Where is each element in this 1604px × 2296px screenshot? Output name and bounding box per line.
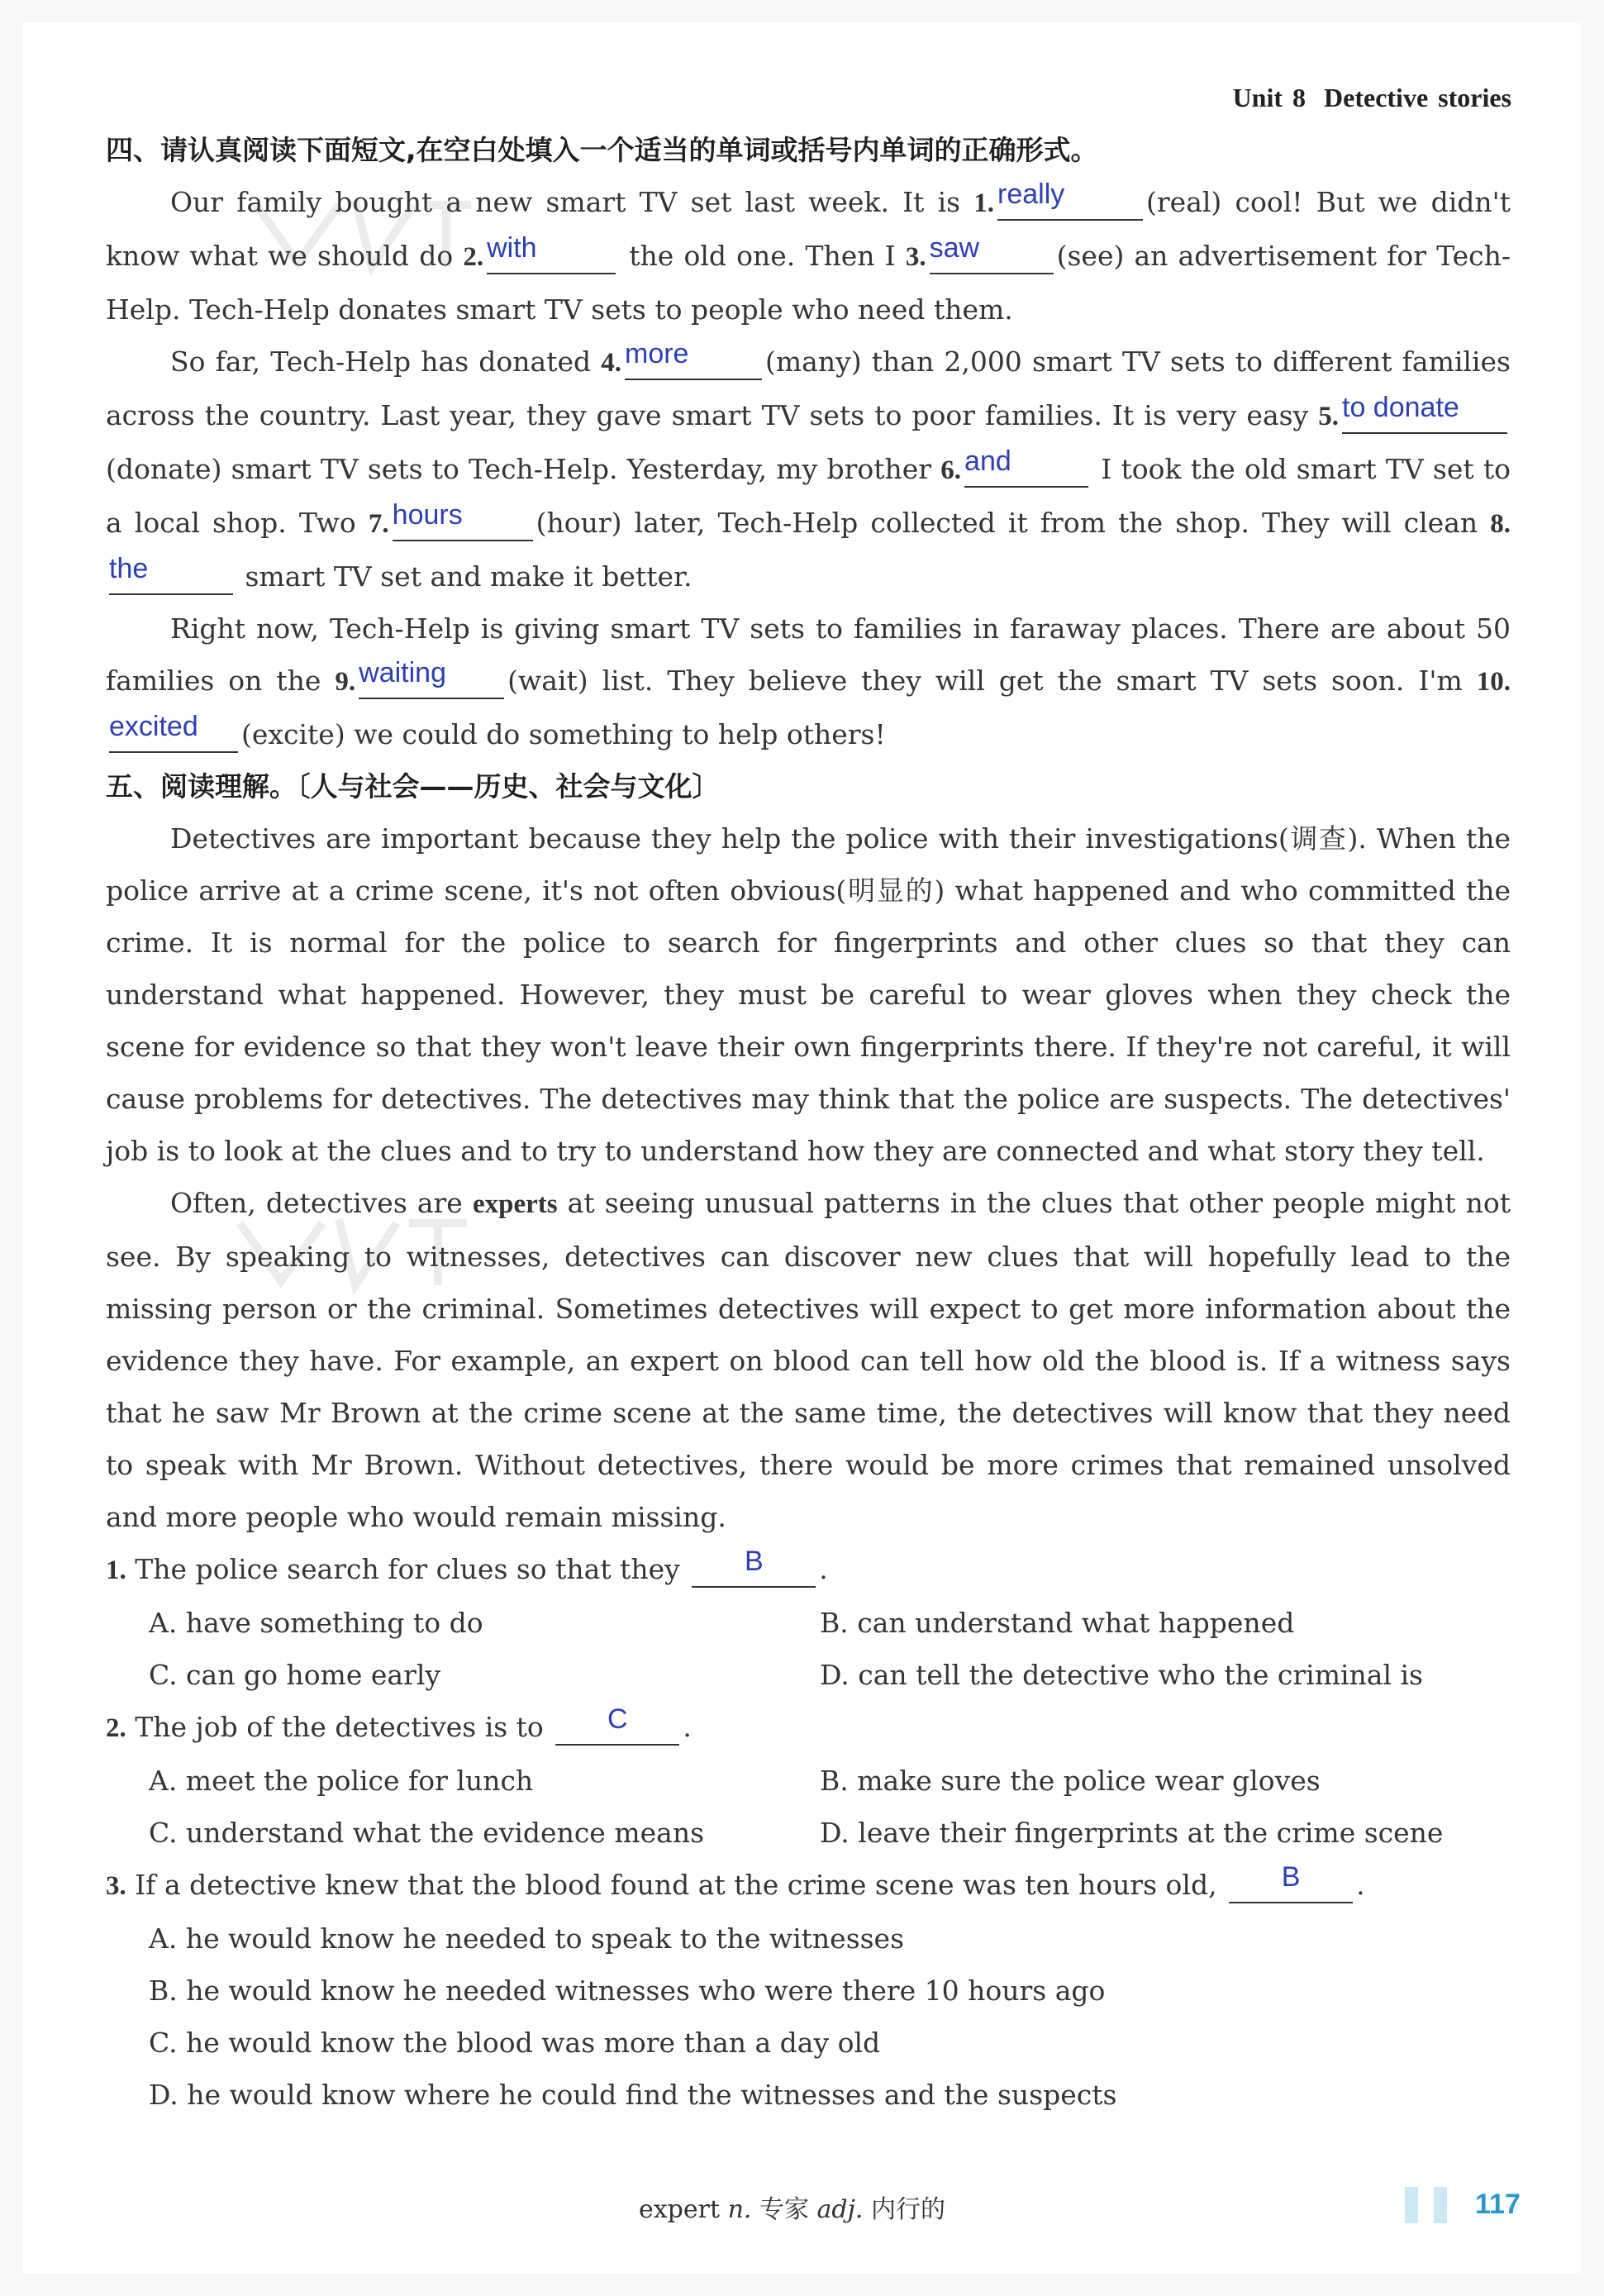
question-1-blank[interactable]: [692, 1546, 816, 1588]
blank-7[interactable]: [392, 499, 533, 541]
blank-5[interactable]: [1342, 392, 1507, 434]
worksheet-content: [106, 124, 1511, 2121]
blank-9[interactable]: [359, 657, 504, 699]
question-2-option-c[interactable]: C. understand what the evidence means: [149, 1817, 705, 1849]
question-1-option-b[interactable]: B. can understand what happened: [820, 1607, 1295, 1639]
question-1-option-a[interactable]: A. have something to do: [149, 1607, 483, 1639]
question-2-blank[interactable]: [555, 1703, 679, 1746]
question-2-option-b[interactable]: B. make sure the police wear gloves: [820, 1765, 1321, 1797]
footnote-meaning-adj: 内行的: [871, 2195, 946, 2224]
unit-number: Unit 8: [1232, 83, 1307, 112]
footnote-pos-noun: n.: [727, 2195, 752, 2224]
question-1: 1. The police search for clues so that they B . A. have something to do B. can understand what happened C. can go home early D. can tell the detective who the criminal is: [106, 1543, 1511, 1701]
answer-8: the: [109, 553, 149, 584]
answer-2: with: [487, 232, 537, 264]
answer-7: hours: [392, 499, 463, 531]
question-2-stem: The job of the detectives is to: [135, 1711, 544, 1743]
question-2-option-a[interactable]: A. meet the police for lunch: [149, 1765, 534, 1797]
answer-1: really: [997, 179, 1065, 210]
reading-paragraph-1: Detectives are important because they help the police with their investigations(调查). When the police arrive at a crime scene, it's not often obvious(明显的) what happened and who committed the crime. It is normal for the police to search for fingerprints and other clues so that they can understand what happened. However, they must be careful to wear gloves when they check the scene for evidence so that they won't leave their own fingerprints there. If they're not careful, it will cause problems for detectives. The detectives may think that the police are suspects. The detectives' job is to look at the clues and to try to understand how they are connected and what story they tell.: [106, 822, 1511, 1167]
blank-6[interactable]: [964, 445, 1088, 488]
footnote-meaning-noun: 专家: [759, 2195, 809, 2224]
section5-heading: 五、阅读理解。〔人与社会——历史、社会与文化〕: [106, 770, 720, 803]
blank-3[interactable]: [929, 232, 1054, 274]
question-1-stem: The police search for clues so that they: [135, 1553, 680, 1585]
answer-6: and: [964, 445, 1011, 477]
blank-1[interactable]: [997, 179, 1143, 221]
answer-5: to donate: [1342, 392, 1459, 423]
footnote-word: expert: [639, 2195, 721, 2224]
question-1-option-c[interactable]: C. can go home early: [149, 1659, 441, 1691]
answer-4: more: [625, 338, 689, 369]
question-2-answer: C: [607, 1703, 628, 1735]
page-tab-bar-2: [1434, 2187, 1447, 2223]
question-2-option-d[interactable]: D. leave their fingerprints at the crime scene: [820, 1817, 1444, 1849]
question-2: 2. The job of the detectives is to C . A. meet the police for lunch B. make sure the police wear gloves C. understand what the evidence means D. leave their fingerprints at the crime scene: [106, 1701, 1511, 1859]
cloze-paragraph-1: Our family bought a new smart TV set last week. It is 1. really (real) cool! But we didn't know what we should do 2. with the old one. Then I 3. saw (see) an advertisement for Tech-Help. Tech-Help donates smart TV sets to people who need them.: [106, 179, 1511, 326]
blank-8[interactable]: [109, 553, 233, 595]
question-3-option-a[interactable]: A. he would know he needed to speak to the witnesses: [149, 1922, 905, 1955]
question-3-option-d[interactable]: D. he would know where he could find the witnesses and the suspects: [149, 2079, 1117, 2111]
answer-9: waiting: [359, 657, 446, 688]
blank-4[interactable]: [625, 338, 762, 380]
question-1-option-d[interactable]: D. can tell the detective who the criminal is: [820, 1659, 1423, 1691]
section4-heading: 四、请认真阅读下面短文,在空白处填入一个适当的单词或括号内单词的正确形式。: [106, 134, 1098, 166]
question-3: 3. If a detective knew that the blood found at the crime scene was ten hours old, B . A. he would know he needed to speak to the witnesses B. he would know he needed witnesses who were there 10 hours ago C. he would know the blood was more than a day old D. he would know where he could find the witnesses and the suspects: [106, 1859, 1511, 2121]
page-number: 117: [1475, 2189, 1521, 2220]
vocabulary-footnote: [639, 2189, 945, 2225]
footnote-pos-adj: adj.: [816, 2195, 864, 2224]
blank-2[interactable]: [487, 232, 616, 274]
question-3-option-b[interactable]: B. he would know he needed witnesses who were there 10 hours ago: [149, 1974, 1106, 2007]
reading-paragraph-2: Often, detectives are experts at seeing unusual patterns in the clues that other people might not see. By speaking to witnesses, detectives can discover new clues that will hopefully lead to the missing person or the criminal. Sometimes detectives will expect to get more information about the evidence they have. For example, an expert on blood can tell how old the blood is. If a witness says that he saw Mr Brown at the crime scene at the same time, the detectives will know that they need to speak with Mr Brown. Without detectives, there would be more crimes that remained unsolved and more people who would remain missing.: [106, 1187, 1511, 1533]
page-tab-bar-1: [1405, 2187, 1418, 2223]
question-3-blank[interactable]: [1229, 1861, 1353, 1903]
blank-10[interactable]: [109, 711, 238, 753]
question-3-option-c[interactable]: C. he would know the blood was more than a day old: [149, 2027, 881, 2059]
question-1-answer: B: [744, 1546, 764, 1577]
answer-3: saw: [929, 232, 980, 264]
keyword-experts: experts: [472, 1189, 558, 1219]
question-3-answer: B: [1281, 1861, 1301, 1893]
cloze-paragraph-3: Right now, Tech-Help is giving smart TV sets to families in faraway places. There are about 50 families on the 9. waiting (wait) list. They believe they will get the smart TV sets soon. I'm 10.excited (excite) we could do something to help others!: [106, 603, 1511, 760]
cloze-paragraph-2: So far, Tech-Help has donated 4. more (many) than 2,000 smart TV sets to different families across the country. Last year, they gave smart TV sets to poor families. It is very easy 5. to donate(donate) smart TV sets to Tech-Help. Yesterday, my brother 6. and I took the old smart TV set to a local shop. Two 7. hours (hour) later, Tech-Help collected it from the shop. They will clean 8.the smart TV set and make it better.: [106, 336, 1511, 603]
unit-header: [1233, 83, 1511, 113]
answer-10: excited: [109, 711, 198, 742]
question-3-stem: If a detective knew that the blood found at the crime scene was ten hours old,: [135, 1869, 1217, 1901]
unit-title: Detective stories: [1324, 83, 1511, 112]
